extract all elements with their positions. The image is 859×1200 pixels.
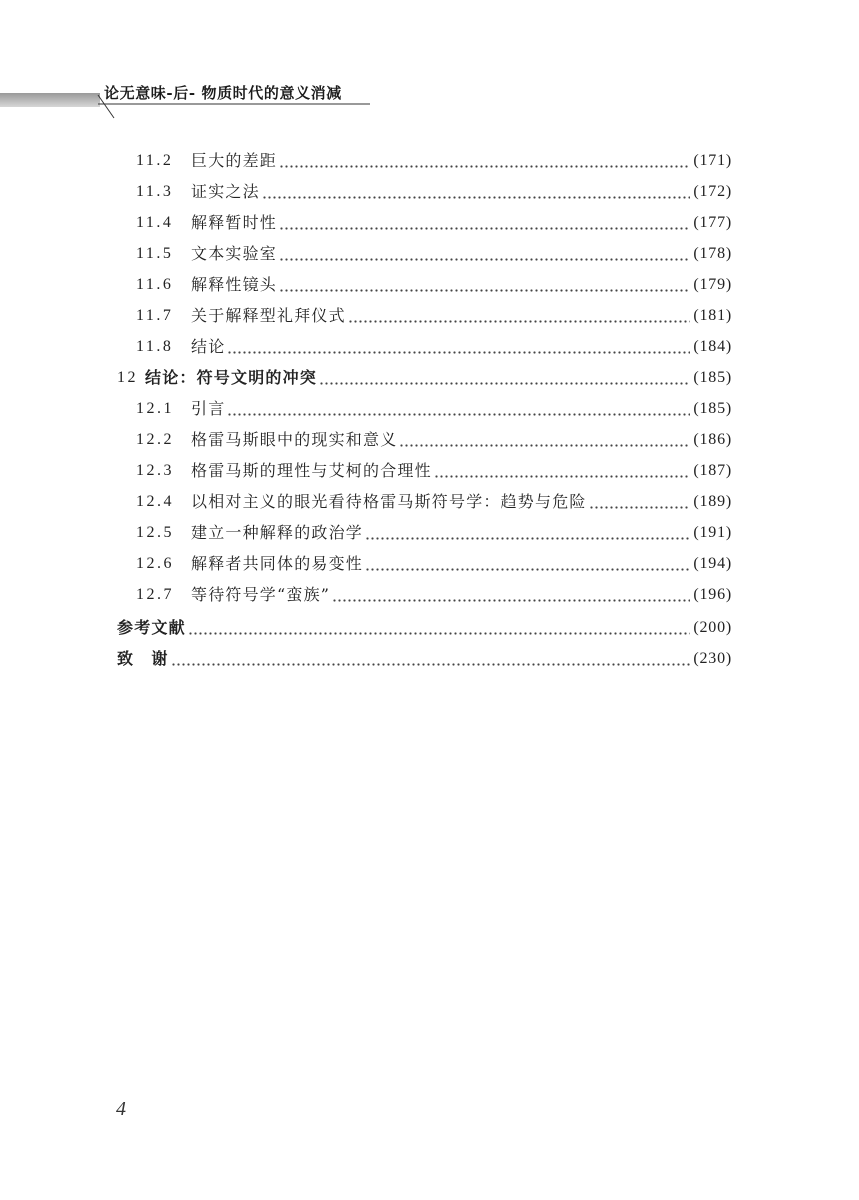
toc-entry-number: 11.4 bbox=[136, 214, 174, 231]
toc-entry-page: (181) bbox=[693, 307, 732, 324]
toc-entry bbox=[117, 176, 732, 207]
toc-entry-number: 12.2 bbox=[136, 431, 174, 448]
toc-entry-page: (172) bbox=[693, 183, 732, 200]
toc-entry-number: 12.5 bbox=[136, 524, 174, 541]
toc-entry-title: 关于解释型礼拜仪式 bbox=[191, 306, 346, 325]
toc-entry-title: 引言 bbox=[191, 399, 226, 418]
toc-entry-page: (230) bbox=[693, 650, 732, 667]
toc-entry-page: (177) bbox=[693, 214, 732, 231]
page-number: 4 bbox=[116, 1098, 126, 1120]
toc-entry-number: 11.7 bbox=[136, 307, 174, 324]
toc-entry-page: (189) bbox=[693, 493, 732, 510]
toc-entry bbox=[117, 269, 732, 300]
toc-entry-page: (185) bbox=[693, 400, 732, 417]
toc-entry-title: 以相对主义的眼光看待格雷马斯符号学：趋势与危险 bbox=[191, 492, 587, 511]
toc-entry-page: (179) bbox=[693, 276, 732, 293]
toc-entry bbox=[117, 145, 732, 176]
toc-entry-page: (187) bbox=[693, 462, 732, 479]
toc-entry bbox=[117, 455, 732, 486]
toc-backmatter-entry bbox=[117, 643, 732, 674]
toc-entry bbox=[117, 300, 732, 331]
toc-backmatter-title: 致 谢 bbox=[117, 649, 169, 668]
toc-entry-number: 11.5 bbox=[136, 245, 174, 262]
dot-leader bbox=[171, 643, 691, 674]
toc-entry-title: 证实之法 bbox=[191, 182, 260, 201]
dot-leader bbox=[279, 145, 690, 176]
dot-leader bbox=[188, 612, 691, 643]
toc-entry-page: (185) bbox=[693, 369, 732, 386]
toc-entry-number: 12.4 bbox=[136, 493, 174, 510]
toc-entry-title: 巨大的差距 bbox=[191, 151, 278, 170]
dot-leader bbox=[365, 517, 690, 548]
dot-leader bbox=[227, 393, 690, 424]
toc-entry bbox=[117, 393, 732, 424]
toc-entry-title: 解释者共同体的易变性 bbox=[191, 554, 364, 573]
dot-leader bbox=[319, 362, 690, 393]
toc-entry-number: 12.1 bbox=[136, 400, 174, 417]
toc-entry bbox=[117, 517, 732, 548]
toc-entry-number: 11.3 bbox=[136, 183, 174, 200]
toc-entry-page: (194) bbox=[693, 555, 732, 572]
toc-entry-title: 格雷马斯眼中的现实和意义 bbox=[191, 430, 398, 449]
toc-entry-page: (186) bbox=[693, 431, 732, 448]
toc-entry bbox=[117, 548, 732, 579]
table-of-contents bbox=[117, 145, 732, 674]
toc-entry-page: (191) bbox=[693, 524, 732, 541]
dot-leader bbox=[434, 455, 691, 486]
toc-entry-title: 解释性镜头 bbox=[191, 275, 278, 294]
dot-leader bbox=[227, 331, 690, 362]
toc-entry-page: (184) bbox=[693, 338, 732, 355]
toc-chapter-number: 12 bbox=[117, 369, 138, 386]
toc-entry-page: (196) bbox=[693, 586, 732, 603]
dot-leader bbox=[279, 207, 690, 238]
toc-entry bbox=[117, 579, 732, 610]
dot-leader bbox=[399, 424, 690, 455]
toc-entry-number: 12.6 bbox=[136, 555, 174, 572]
dot-leader bbox=[332, 579, 690, 610]
toc-chapter-entry bbox=[117, 362, 732, 393]
toc-entry-number: 11.2 bbox=[136, 152, 174, 169]
toc-entry-page: (200) bbox=[693, 619, 732, 636]
toc-entry bbox=[117, 207, 732, 238]
toc-entry bbox=[117, 486, 732, 517]
toc-entry bbox=[117, 331, 732, 362]
dot-leader bbox=[365, 548, 690, 579]
toc-backmatter-title: 参考文献 bbox=[117, 618, 186, 637]
toc-entry-title: 文本实验室 bbox=[191, 244, 278, 263]
toc-entry-number: 11.8 bbox=[136, 338, 174, 355]
toc-entry-title: 结论 bbox=[191, 337, 226, 356]
toc-entry-title: 解释暂时性 bbox=[191, 213, 278, 232]
toc-entry-number: 12.7 bbox=[136, 586, 174, 603]
toc-entry-title: 等待符号学“蛮族” bbox=[191, 585, 331, 604]
dot-leader bbox=[589, 486, 691, 517]
toc-entry bbox=[117, 238, 732, 269]
toc-entry-number: 11.6 bbox=[136, 276, 174, 293]
toc-backmatter-entry bbox=[117, 612, 732, 643]
dot-leader bbox=[262, 176, 691, 207]
toc-entry-title: 格雷马斯的理性与艾柯的合理性 bbox=[191, 461, 432, 480]
toc-entry-page: (171) bbox=[693, 152, 732, 169]
toc-entry bbox=[117, 424, 732, 455]
running-title: 论无意味-后- 物质时代的意义消减 bbox=[104, 84, 342, 102]
dot-leader bbox=[279, 238, 690, 269]
toc-entry-number: 12.3 bbox=[136, 462, 174, 479]
toc-entry-page: (178) bbox=[693, 245, 732, 262]
dot-leader bbox=[348, 300, 691, 331]
toc-entry-title: 建立一种解释的政治学 bbox=[191, 523, 364, 542]
dot-leader bbox=[279, 269, 690, 300]
toc-chapter-title: 结论：符号文明的冲突 bbox=[145, 368, 318, 387]
